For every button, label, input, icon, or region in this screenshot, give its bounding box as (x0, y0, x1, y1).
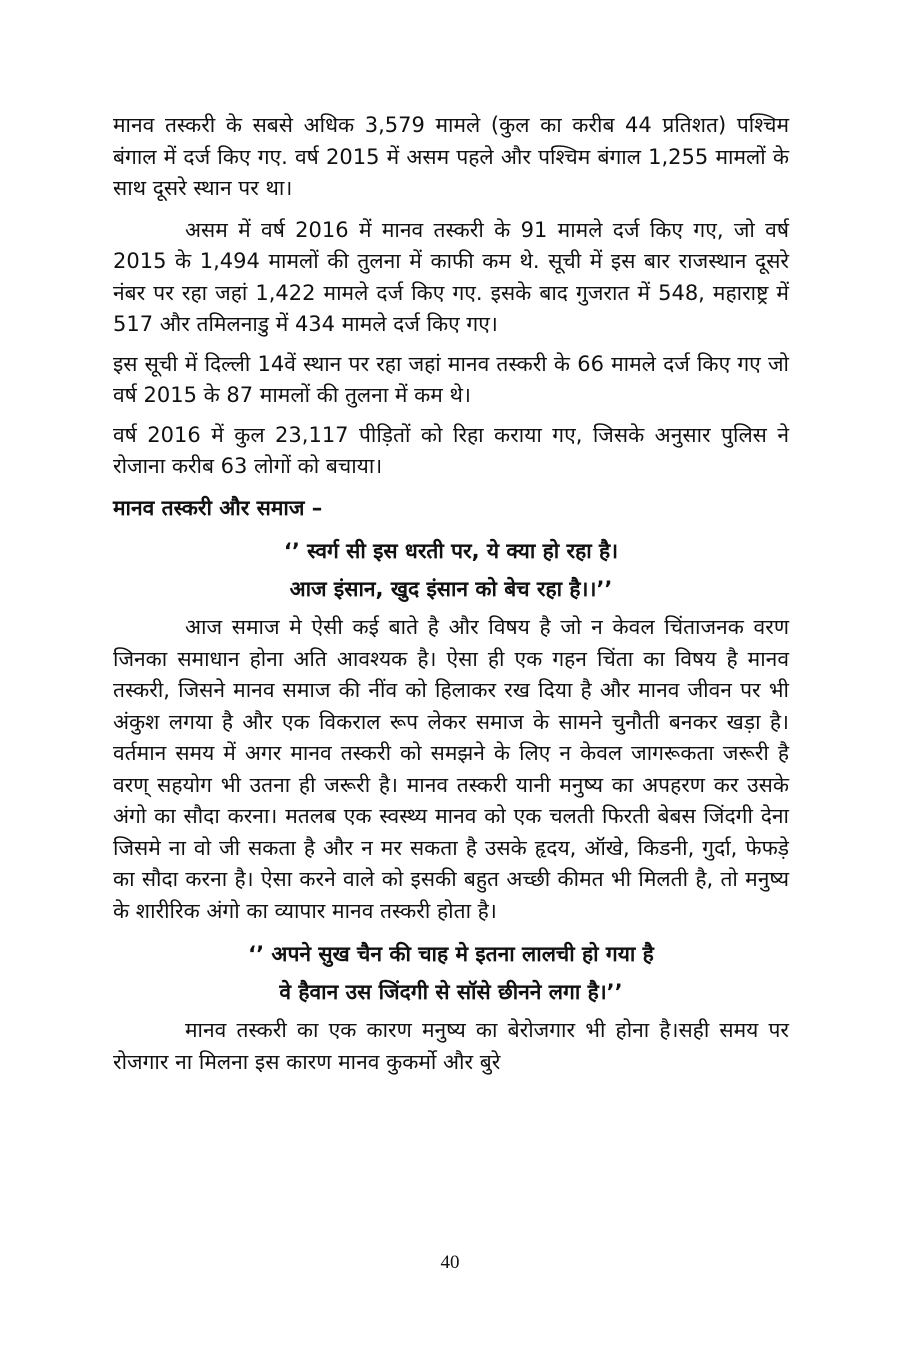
page-number: 40 (440, 1252, 460, 1273)
paragraph-3: इस सूची में दिल्ली 14वें स्थान पर रहा जहां मानव तस्करी के 66 मामले दर्ज किए गए जो वर्ष 2015 के 87 मामलों की तुलना में कम थे। (113, 351, 789, 407)
quote-1-line-2: आज इंसान, खुद इंसान को बेच रहा है।।’’ (289, 577, 613, 601)
paragraph-5: आज समाज मे ऐसी कई बाते है और विषय है जो न केवल चिंताजनक वरण जिनका समाधान होना अति आवश्यक है। ऐसा ही एक गहन चिंता का विषय है मानव तस्करी, जिसने मानव समाज की नींव को हिलाकर रख दिया है और मानव जीवन पर भी अंकुश लगया है और एक विकराल रूप लेकर समाज के सामने चुनौती बनकर खड़ा है। वर्तमान समय में अगर मानव तस्करी को समझने के लिए न केवल जागरूकता जरूरी है वरण् सहयोग भी उतना ही जरूरी है। मानव तस्करी यानी मनुष्य का अपहरण कर उसके अंगो का सौदा करना। मतलब एक स्वस्थ्य मानव को एक चलती फिरती बेबस जिंदगी देना जिसमे ना वो जी सकता है और न मर सकता है उसके हृदय, ऑखे, किडनी, गुर्दा, फेफड़े का सौदा करना है। ऐसा करने वाले को इसकी बहुत अच्छी कीमत भी मिलती है, तो मनुष्य के शारीरिक अंगो का व्यापार मानव तस्करी होता है। (113, 615, 789, 923)
paragraph-2: असम में वर्ष 2016 में मानव तस्करी के 91 मामले दर्ज किए गए, जो वर्ष 2015 के 1,494 मामलों की तुलना में काफी कम थे. सूची में इस बार राजस्थान दूसरे नंबर पर रहा जहां 1,422 मामले दर्ज किए गए. इसके बाद गुजरात में 548, महाराष्ट्र में 517 और तमिलनाडु में 434 मामले दर्ज किए गए। (113, 217, 789, 336)
quote-1-line-1: ‘’ स्वर्ग सी इस धरती पर, ये क्या हो रहा है। (283, 539, 619, 563)
quote-block-1 (113, 534, 789, 606)
paragraph-1: मानव तस्करी के सबसे अधिक 3,579 मामले (कुल का करीब 44 प्रतिशत) पश्चिम बंगाल में दर्ज किए गए. वर्ष 2015 में असम पहले और पश्चिम बंगाल 1,255 मामलों के साथ दूसरे स्थान पर था। (113, 113, 789, 200)
quote-2-line-1: ‘’ अपने सुख चैन की चाह मे इतना लालची हो गया है (248, 942, 654, 966)
quote-block-2 (113, 937, 789, 1009)
document-body (113, 110, 789, 1078)
paragraph-4: वर्ष 2016 में कुल 23,117 पीड़ितों को रिहा कराया गए, जिसके अनुसार पुलिस ने रोजाना करीब 63 लोगों को बचाया। (113, 422, 789, 478)
quote-2-line-2: वे हैवान उस जिंदगी से सॉसे छीनने लगा है।’’ (279, 980, 623, 1004)
section-heading: मानव तस्करी और समाज – (113, 495, 323, 520)
paragraph-6: मानव तस्करी का एक कारण मनुष्य का बेरोजगार भी होना है।सही समय पर रोजगार ना मिलना इस कारण मानव कुकर्मो और बुरे (113, 1018, 789, 1074)
